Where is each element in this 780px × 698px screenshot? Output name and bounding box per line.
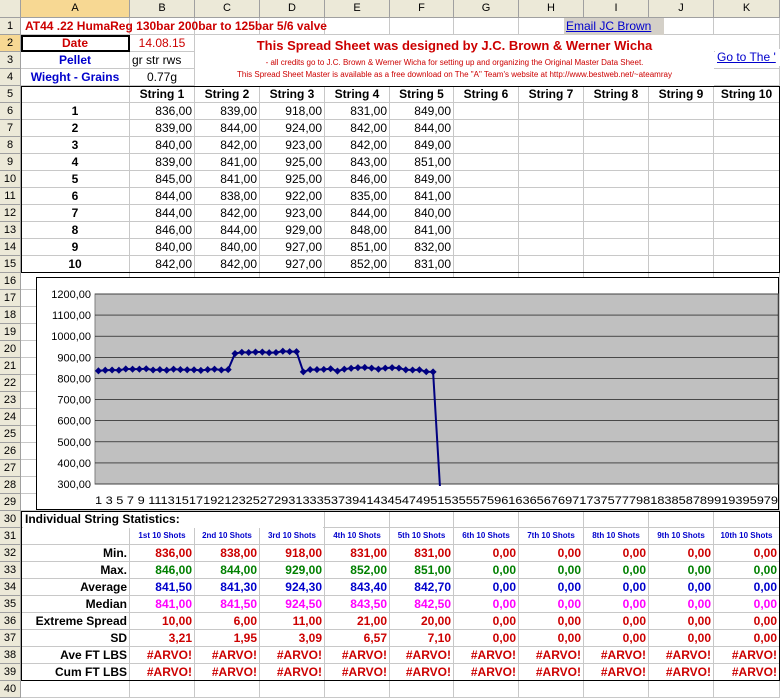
shot-value[interactable]: 929,00: [260, 222, 325, 239]
row-header-39[interactable]: 39: [0, 664, 21, 681]
stat-value[interactable]: 1,95: [195, 630, 260, 647]
row-header-11[interactable]: 11: [0, 188, 21, 205]
stat-value[interactable]: 0,00: [714, 579, 780, 596]
credits-banner: [195, 35, 714, 86]
stat-value[interactable]: 843,40: [325, 579, 390, 596]
y-tick-label: 900,00: [57, 352, 91, 365]
stat-value[interactable]: 0,00: [649, 579, 714, 596]
column-header-I[interactable]: I: [584, 0, 649, 18]
shot-value[interactable]: 840,00: [390, 205, 454, 222]
shot-value[interactable]: 846,00: [325, 171, 390, 188]
banner-heading: This Spread Sheet was designed by J.C. Brown & Werner Wicha: [256, 38, 653, 53]
stat-value[interactable]: #ARVO!: [454, 664, 519, 681]
y-tick-label: 400,00: [57, 457, 91, 470]
stat-value[interactable]: 0,00: [584, 596, 649, 613]
stat-value[interactable]: 6,57: [325, 630, 390, 647]
row-header-23[interactable]: 23: [0, 392, 21, 409]
stats-block-outline: [21, 511, 780, 681]
string-header-9: String 9: [649, 86, 714, 103]
stat-value[interactable]: 0,00: [584, 630, 649, 647]
shot-value[interactable]: 844,00: [195, 222, 260, 239]
grid-cell[interactable]: [714, 18, 780, 35]
shot-value[interactable]: 839,00: [130, 154, 195, 171]
stat-value[interactable]: #ARVO!: [390, 647, 454, 664]
grid-cell[interactable]: [260, 681, 325, 698]
row-header-5[interactable]: 5: [0, 86, 21, 103]
stat-value[interactable]: 0,00: [454, 613, 519, 630]
stat-label: Extreme Spread: [21, 613, 130, 630]
shot-value[interactable]: 841,00: [195, 154, 260, 171]
stat-value[interactable]: 0,00: [649, 545, 714, 562]
stat-value[interactable]: #ARVO!: [130, 664, 195, 681]
column-header-K[interactable]: K: [714, 0, 780, 18]
shot-value[interactable]: 844,00: [130, 188, 195, 205]
stat-value[interactable]: 0,00: [584, 562, 649, 579]
stat-label: Min.: [21, 545, 130, 562]
shot-value[interactable]: 849,00: [390, 137, 454, 154]
stat-value[interactable]: 0,00: [519, 596, 584, 613]
stat-label: SD: [21, 630, 130, 647]
row-header-24[interactable]: 24: [0, 409, 21, 426]
shot-value[interactable]: 844,00: [390, 120, 454, 137]
stat-value[interactable]: 0,00: [649, 613, 714, 630]
y-tick-label: 1000,00: [51, 331, 91, 344]
shot-value[interactable]: 841,00: [390, 188, 454, 205]
string-header-8: String 8: [584, 86, 649, 103]
column-header-A[interactable]: A: [21, 0, 130, 18]
banner-line-1: - all credits go to J.C. Brown & Werner Wicha for setting up and organizing the Original Master Data Sheet.: [265, 58, 644, 67]
info-value-2[interactable]: 0.77g: [130, 69, 195, 86]
row-header-13[interactable]: 13: [0, 222, 21, 239]
shot-value[interactable]: 844,00: [325, 205, 390, 222]
row-header-32[interactable]: 32: [0, 545, 21, 562]
stat-value[interactable]: #ARVO!: [454, 647, 519, 664]
info-value-0[interactable]: 14.08.15: [130, 35, 195, 52]
shot-value[interactable]: 842,00: [195, 137, 260, 154]
string-header-6: String 6: [454, 86, 519, 103]
shot-value[interactable]: 842,00: [195, 205, 260, 222]
shot-value[interactable]: 840,00: [130, 137, 195, 154]
row-header-9[interactable]: 9: [0, 154, 21, 171]
stat-value[interactable]: 842,50: [390, 596, 454, 613]
column-header-E[interactable]: E: [325, 0, 390, 18]
info-label-date: Date: [21, 35, 130, 52]
stat-value[interactable]: 831,00: [325, 545, 390, 562]
stat-header-8: 8th 10 Shots: [584, 528, 649, 545]
string-header-3: String 3: [260, 86, 325, 103]
shot-value[interactable]: 831,00: [390, 256, 454, 273]
shot-value[interactable]: 849,00: [390, 103, 454, 120]
stat-value[interactable]: 0,00: [519, 545, 584, 562]
row-header-28[interactable]: 28: [0, 477, 21, 494]
grid-cell[interactable]: [195, 681, 260, 698]
row-header-27[interactable]: 27: [0, 460, 21, 477]
stat-value[interactable]: #ARVO!: [714, 664, 780, 681]
column-header-G[interactable]: G: [454, 0, 519, 18]
stat-value[interactable]: 836,00: [130, 545, 195, 562]
stat-value[interactable]: 0,00: [649, 630, 714, 647]
shot-value[interactable]: 842,00: [195, 256, 260, 273]
stat-value[interactable]: #ARVO!: [130, 647, 195, 664]
stat-value[interactable]: 852,00: [325, 562, 390, 579]
x-tick-labels: 1 3 5 7 9 11131517192123252729313335373941434547495153555759616365676971737577798183858789919395979: [95, 495, 778, 507]
row-header-3[interactable]: 3: [0, 52, 21, 69]
stat-value[interactable]: 0,00: [649, 596, 714, 613]
shot-value[interactable]: 925,00: [260, 154, 325, 171]
stat-value[interactable]: 841,30: [195, 579, 260, 596]
stat-value[interactable]: #ARVO!: [584, 664, 649, 681]
column-header-F[interactable]: F: [390, 0, 454, 18]
row-header-21[interactable]: 21: [0, 358, 21, 375]
grid-cell[interactable]: [584, 681, 649, 698]
stat-value[interactable]: 3,21: [130, 630, 195, 647]
stat-value[interactable]: 841,50: [130, 579, 195, 596]
shot-value[interactable]: 848,00: [325, 222, 390, 239]
string-header-4: String 4: [325, 86, 390, 103]
row-header-6[interactable]: 6: [0, 103, 21, 120]
info-value-1[interactable]: gr str rws: [130, 52, 195, 69]
grid-cell[interactable]: [714, 681, 780, 698]
row-header-19[interactable]: 19: [0, 324, 21, 341]
stat-value[interactable]: 11,00: [260, 613, 325, 630]
shot-number: 6: [21, 188, 130, 205]
grid-cell[interactable]: [21, 681, 130, 698]
shot-value[interactable]: 841,00: [195, 171, 260, 188]
row-header-1[interactable]: 1: [0, 18, 21, 35]
shot-value[interactable]: 927,00: [260, 256, 325, 273]
stat-value[interactable]: 846,00: [130, 562, 195, 579]
stat-value[interactable]: 7,10: [390, 630, 454, 647]
stat-value[interactable]: 842,70: [390, 579, 454, 596]
stat-value[interactable]: 924,50: [260, 596, 325, 613]
banner-line-2: This Spread Sheet Master is available as a free download on The "A" Team's website at http://www.bestweb.net/~ateamray: [237, 70, 672, 79]
stat-value[interactable]: 851,00: [390, 562, 454, 579]
stat-header-5: 5th 10 Shots: [390, 528, 454, 545]
stat-value[interactable]: 844,00: [195, 562, 260, 579]
stat-value[interactable]: 0,00: [584, 545, 649, 562]
stat-value[interactable]: 0,00: [584, 613, 649, 630]
grid-cell[interactable]: [390, 681, 454, 698]
stat-value[interactable]: #ARVO!: [519, 647, 584, 664]
stat-value[interactable]: 0,00: [714, 613, 780, 630]
shot-value[interactable]: 845,00: [130, 171, 195, 188]
y-tick-label: 300,00: [57, 479, 91, 491]
stat-header-3: 3rd 10 Shots: [260, 528, 325, 545]
email-link[interactable]: Email JC Brown: [564, 18, 664, 35]
grid-cell[interactable]: [130, 681, 195, 698]
string-header-2: String 2: [195, 86, 260, 103]
stat-value[interactable]: 20,00: [390, 613, 454, 630]
shot-value[interactable]: 925,00: [260, 171, 325, 188]
string-header-1: String 1: [130, 86, 195, 103]
row-header-10[interactable]: 10: [0, 171, 21, 188]
grid-cell[interactable]: [714, 69, 780, 86]
column-header-J[interactable]: J: [649, 0, 714, 18]
column-header-B[interactable]: B: [130, 0, 195, 18]
string-header-7: String 7: [519, 86, 584, 103]
stat-value[interactable]: 10,00: [130, 613, 195, 630]
stat-value[interactable]: #ARVO!: [649, 647, 714, 664]
stat-value[interactable]: 0,00: [454, 545, 519, 562]
stat-label: Ave FT LBS: [21, 647, 130, 664]
shot-value[interactable]: 840,00: [195, 239, 260, 256]
shot-value[interactable]: 832,00: [390, 239, 454, 256]
stat-value[interactable]: 918,00: [260, 545, 325, 562]
row-header-14[interactable]: 14: [0, 239, 21, 256]
stat-value[interactable]: 0,00: [649, 562, 714, 579]
stat-value[interactable]: 0,00: [714, 545, 780, 562]
shot-value[interactable]: 844,00: [130, 205, 195, 222]
stat-value[interactable]: #ARVO!: [714, 647, 780, 664]
goto-link[interactable]: Go to The ': [715, 49, 780, 66]
row-header-20[interactable]: 20: [0, 341, 21, 358]
stat-value[interactable]: 924,30: [260, 579, 325, 596]
stat-value[interactable]: #ARVO!: [195, 647, 260, 664]
column-header-H[interactable]: H: [519, 0, 584, 18]
stat-value[interactable]: #ARVO!: [649, 664, 714, 681]
shot-number: 2: [21, 120, 130, 137]
stat-header-6: 6th 10 Shots: [454, 528, 519, 545]
stat-value[interactable]: #ARVO!: [325, 647, 390, 664]
y-tick-label: 600,00: [57, 415, 91, 428]
info-label-pellet: Pellet: [21, 52, 130, 69]
shot-value[interactable]: 924,00: [260, 120, 325, 137]
row-header-40[interactable]: 40: [0, 681, 21, 698]
stat-value[interactable]: 841,00: [130, 596, 195, 613]
row-header-30[interactable]: 30: [0, 511, 21, 528]
stat-header-7: 7th 10 Shots: [519, 528, 584, 545]
selected-cell-outline: [21, 35, 130, 52]
shot-value[interactable]: 851,00: [390, 154, 454, 171]
shot-value[interactable]: 842,00: [130, 256, 195, 273]
shot-value[interactable]: 836,00: [130, 103, 195, 120]
column-header-C[interactable]: C: [195, 0, 260, 18]
plot-area: [95, 294, 778, 484]
stat-value[interactable]: #ARVO!: [195, 664, 260, 681]
sheet-title[interactable]: AT44 .22 HumaReg 130bar 200bar to 125bar 5/6 valve: [25, 19, 327, 33]
shot-value[interactable]: 838,00: [195, 188, 260, 205]
shot-number: 8: [21, 222, 130, 239]
stat-value[interactable]: 0,00: [519, 562, 584, 579]
stat-header-1: 1st 10 Shots: [130, 528, 195, 545]
stat-value[interactable]: 0,00: [454, 596, 519, 613]
row-header-26[interactable]: 26: [0, 443, 21, 460]
shot-value[interactable]: 839,00: [195, 103, 260, 120]
row-header-38[interactable]: 38: [0, 647, 21, 664]
shot-value[interactable]: 923,00: [260, 205, 325, 222]
y-tick-label: 700,00: [57, 394, 91, 407]
shot-value[interactable]: 843,00: [325, 154, 390, 171]
row-header-17[interactable]: 17: [0, 290, 21, 307]
shot-value[interactable]: 852,00: [325, 256, 390, 273]
shot-number: 4: [21, 154, 130, 171]
shot-value[interactable]: 839,00: [130, 120, 195, 137]
stat-value[interactable]: #ARVO!: [325, 664, 390, 681]
y-tick-label: 1200,00: [51, 289, 91, 301]
grid-cell[interactable]: [325, 681, 390, 698]
stat-value[interactable]: 0,00: [714, 562, 780, 579]
stat-value[interactable]: 831,00: [390, 545, 454, 562]
stat-value[interactable]: 838,00: [195, 545, 260, 562]
grid-cell[interactable]: [649, 681, 714, 698]
shot-value[interactable]: 842,00: [325, 120, 390, 137]
stat-value[interactable]: 6,00: [195, 613, 260, 630]
row-header-8[interactable]: 8: [0, 137, 21, 154]
shot-number: 5: [21, 171, 130, 188]
row-header-15[interactable]: 15: [0, 256, 21, 273]
stat-header-4: 4th 10 Shots: [325, 528, 390, 545]
velocity-chart[interactable]: [36, 277, 779, 510]
shot-value[interactable]: 927,00: [260, 239, 325, 256]
y-tick-label: 800,00: [57, 373, 91, 386]
row-header-2[interactable]: 2: [0, 35, 21, 52]
shot-number: 7: [21, 205, 130, 222]
stat-value[interactable]: 843,50: [325, 596, 390, 613]
stat-value[interactable]: #ARVO!: [390, 664, 454, 681]
row-header-22[interactable]: 22: [0, 375, 21, 392]
stat-value[interactable]: 0,00: [519, 613, 584, 630]
stat-label: Average: [21, 579, 130, 596]
string-header-10: String 10: [714, 86, 780, 103]
grid-cell[interactable]: [519, 681, 584, 698]
row-header-25[interactable]: 25: [0, 426, 21, 443]
shot-number: 9: [21, 239, 130, 256]
stat-value[interactable]: #ARVO!: [260, 647, 325, 664]
info-label-wieght: Wieght - Grains: [21, 69, 130, 86]
column-header-D[interactable]: D: [260, 0, 325, 18]
stat-value[interactable]: 0,00: [714, 630, 780, 647]
grid-cell[interactable]: [454, 681, 519, 698]
stat-value[interactable]: 0,00: [519, 630, 584, 647]
shot-value[interactable]: 846,00: [130, 222, 195, 239]
stat-value[interactable]: 3,09: [260, 630, 325, 647]
stat-value[interactable]: 0,00: [519, 579, 584, 596]
row-header-16[interactable]: 16: [0, 273, 21, 290]
row-header-35[interactable]: 35: [0, 596, 21, 613]
shot-number: 10: [21, 256, 130, 273]
shot-value[interactable]: 840,00: [130, 239, 195, 256]
stat-header-9: 9th 10 Shots: [649, 528, 714, 545]
shot-value[interactable]: 842,00: [325, 137, 390, 154]
shot-value[interactable]: 923,00: [260, 137, 325, 154]
stat-value[interactable]: 929,00: [260, 562, 325, 579]
shot-number: 3: [21, 137, 130, 154]
stat-value[interactable]: 0,00: [454, 562, 519, 579]
stat-label: Max.: [21, 562, 130, 579]
row-header-18[interactable]: 18: [0, 307, 21, 324]
row-header-29[interactable]: 29: [0, 494, 21, 511]
stat-value[interactable]: #ARVO!: [519, 664, 584, 681]
stat-value[interactable]: 21,00: [325, 613, 390, 630]
chart-svg: [37, 278, 780, 511]
shot-value[interactable]: 851,00: [325, 239, 390, 256]
stat-header-10: 10th 10 Shots: [714, 528, 780, 545]
shot-value[interactable]: 844,00: [195, 120, 260, 137]
string-header-5: String 5: [390, 86, 454, 103]
stat-label: Cum FT LBS: [21, 664, 130, 681]
shot-value[interactable]: 849,00: [390, 171, 454, 188]
row-header-34[interactable]: 34: [0, 579, 21, 596]
stat-value[interactable]: 0,00: [454, 579, 519, 596]
stat-value[interactable]: #ARVO!: [584, 647, 649, 664]
shot-value[interactable]: 918,00: [260, 103, 325, 120]
row-header-37[interactable]: 37: [0, 630, 21, 647]
row-header-4[interactable]: 4: [0, 69, 21, 86]
shot-number: 1: [21, 103, 130, 120]
row-header-12[interactable]: 12: [0, 205, 21, 222]
row-header-31[interactable]: 31: [0, 528, 21, 545]
y-tick-label: 500,00: [57, 436, 91, 449]
stat-value[interactable]: 0,00: [454, 630, 519, 647]
row-header-7[interactable]: 7: [0, 120, 21, 137]
stat-label: Median: [21, 596, 130, 613]
shot-value[interactable]: 841,00: [390, 222, 454, 239]
shot-value[interactable]: 831,00: [325, 103, 390, 120]
stat-value[interactable]: #ARVO!: [260, 664, 325, 681]
y-tick-label: 1100,00: [52, 310, 91, 323]
stat-value[interactable]: 0,00: [584, 579, 649, 596]
stat-value[interactable]: 0,00: [714, 596, 780, 613]
data-block-outline: [21, 86, 780, 273]
row-header-36[interactable]: 36: [0, 613, 21, 630]
select-all-corner[interactable]: [0, 0, 21, 18]
stats-title: Individual String Statistics:: [23, 511, 323, 528]
shot-value[interactable]: 835,00: [325, 188, 390, 205]
stat-header-2: 2nd 10 Shots: [195, 528, 260, 545]
shot-value[interactable]: 922,00: [260, 188, 325, 205]
row-header-33[interactable]: 33: [0, 562, 21, 579]
stat-value[interactable]: 841,50: [195, 596, 260, 613]
